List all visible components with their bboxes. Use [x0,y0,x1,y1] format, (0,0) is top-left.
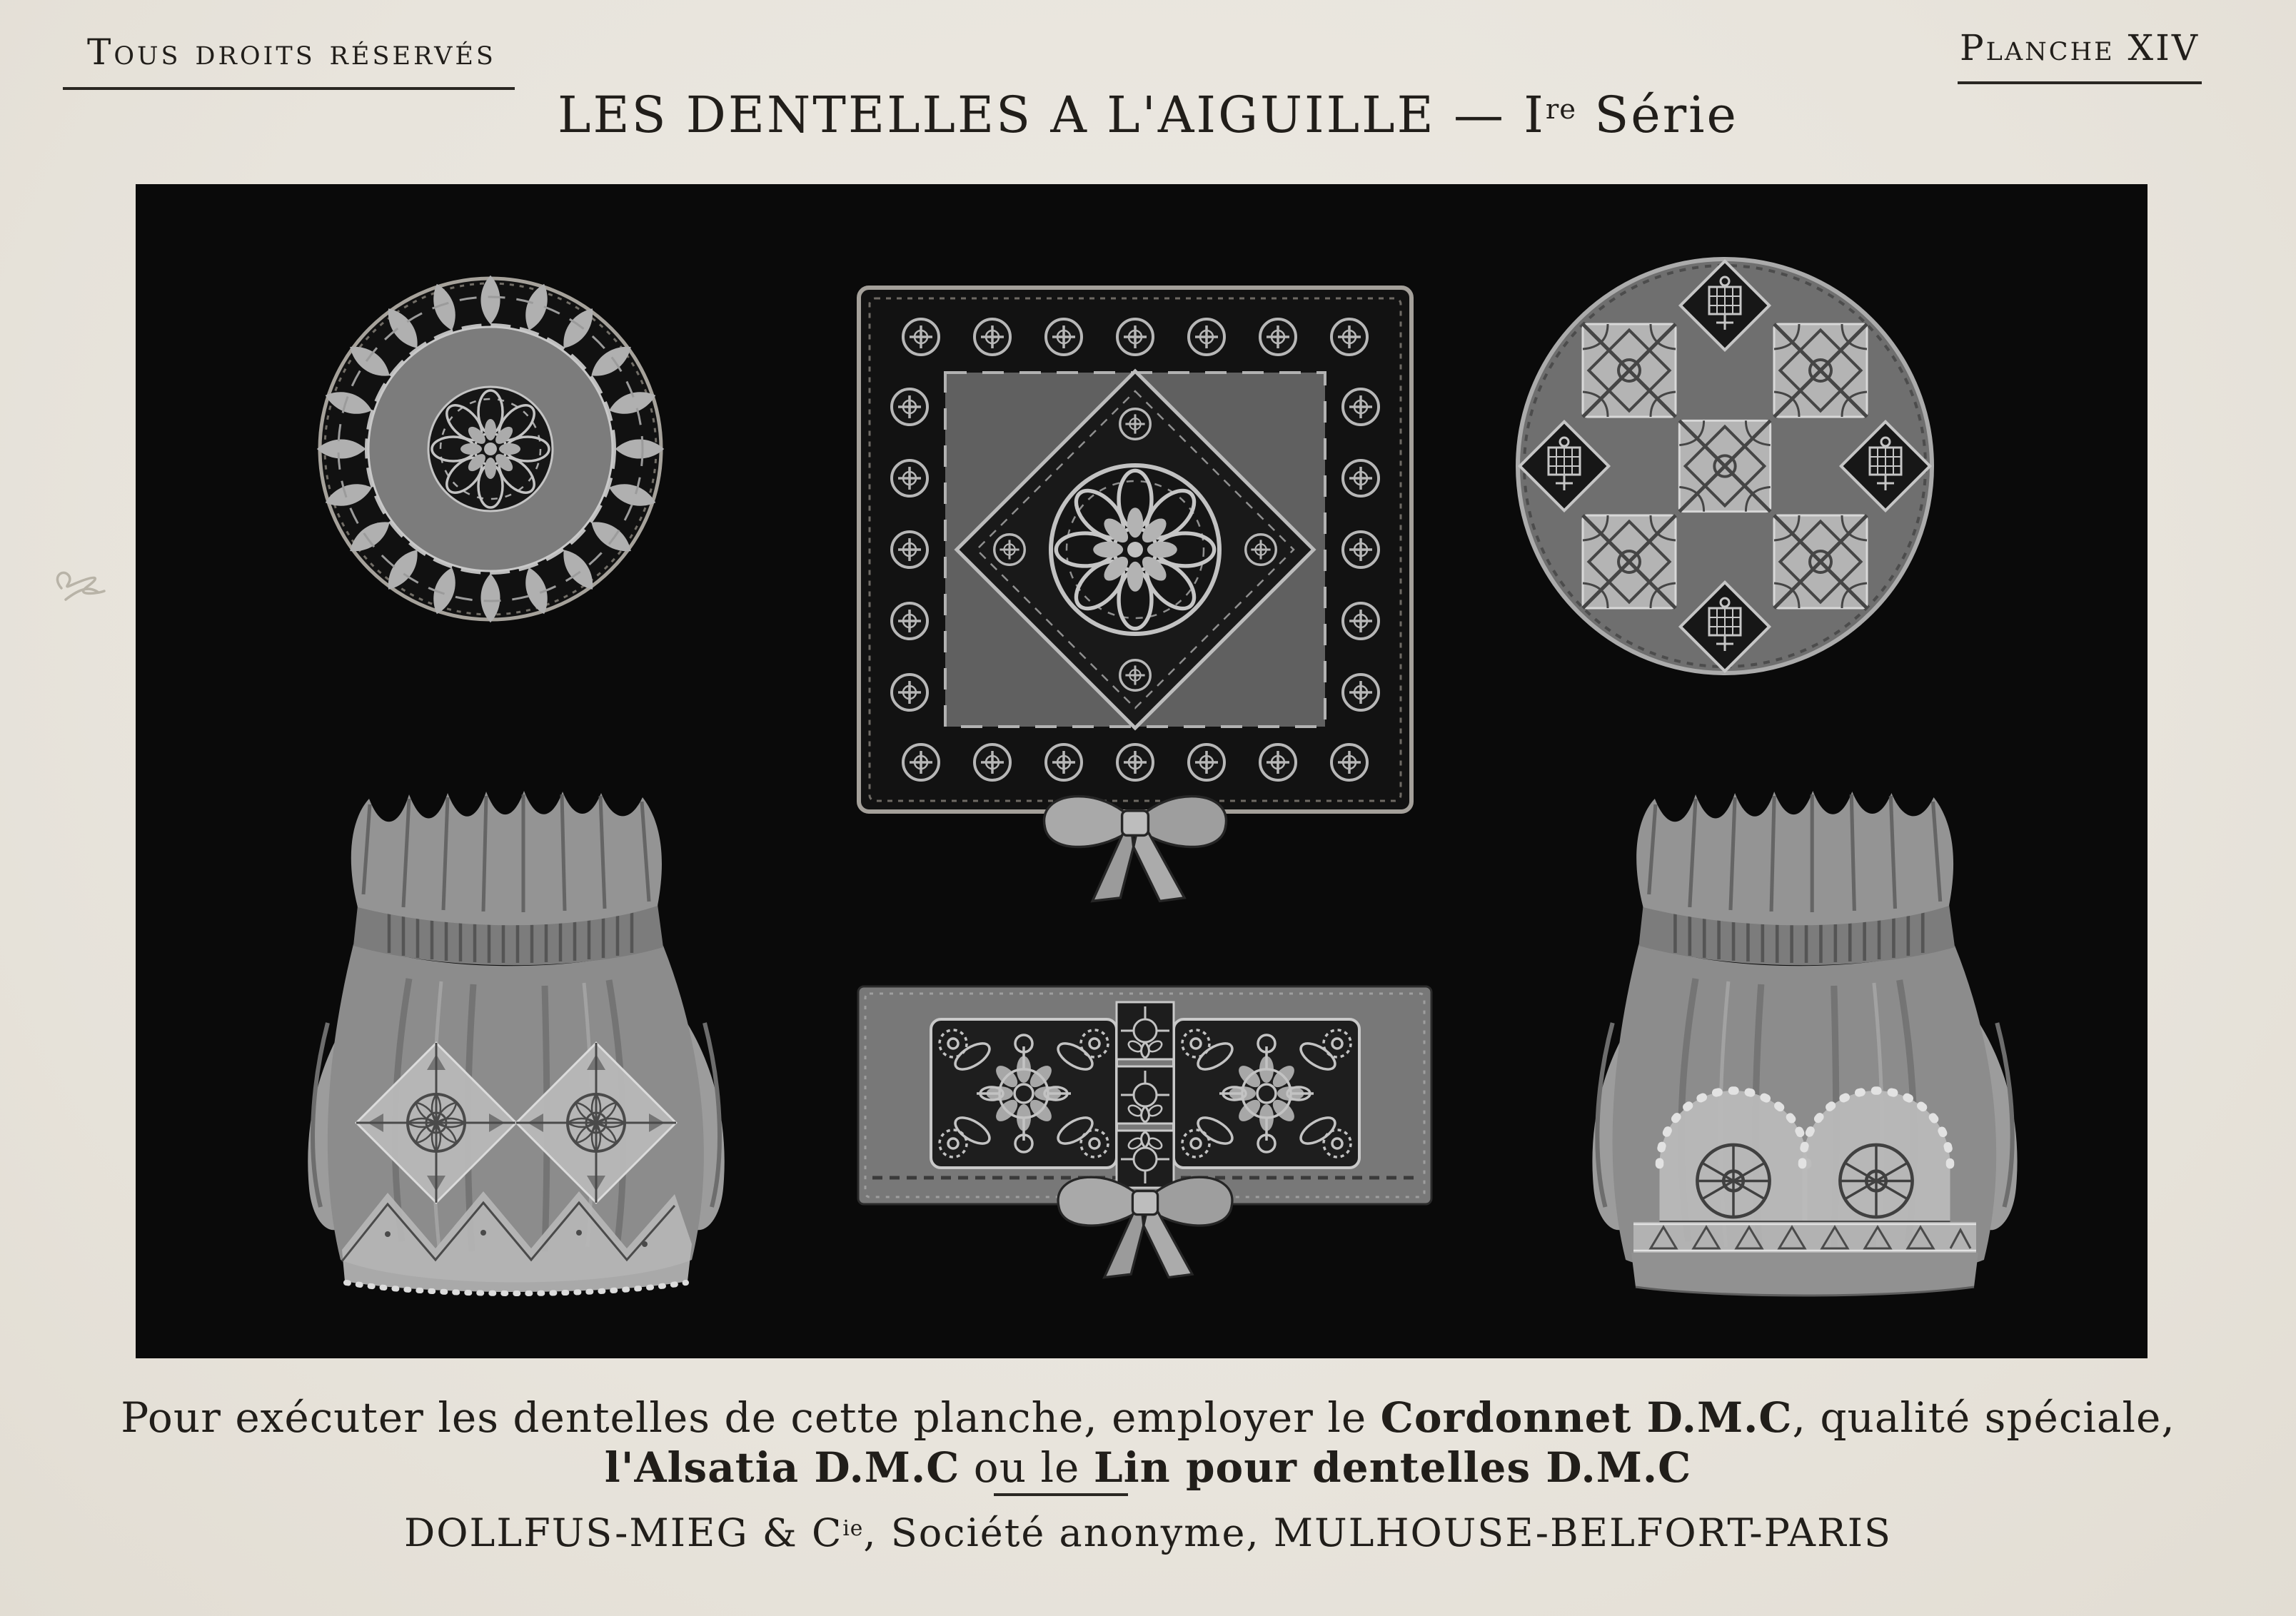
ribbon-bow [1044,797,1227,902]
caption-line-1 [0,1393,2296,1442]
publisher-name: DOLLFUS-MIEG & C [403,1510,843,1555]
photo-plate [136,184,2148,1358]
drawstring-bag-right [1592,791,2017,1296]
title-main: LES DENTELLES A L'AIGUILLE — I [558,86,1546,144]
pencil-mark [37,551,130,630]
publisher-line [0,1510,2296,1555]
caption-1-lead: Pour exécuter les dentelles de cette planche, employer le [121,1393,1381,1442]
plate-illustration [136,184,2148,1358]
caption-2-product-a: l'Alsatia D.M.C [604,1443,960,1492]
publisher-superscript: ie [842,1516,864,1542]
plate-number: Planche XIV [1958,27,2202,84]
square-sachet [859,288,1411,901]
title-superscript: re [1545,93,1577,126]
caption-2-product-b: Lin pour dentelles D.M.C [1093,1443,1692,1492]
drawstring-bag-left [308,791,725,1293]
round-checker-mat [1518,259,1932,673]
caption-line-2 [0,1443,2296,1492]
round-doily [317,276,664,622]
publisher-tail: , Société anonyme, MULHOUSE-BELFORT-PARIS [863,1510,1893,1555]
caption-1-product: Cordonnet D.M.C [1380,1393,1793,1442]
caption-1-tail: , qualité spéciale, [1792,1393,2175,1442]
ribbon-bow [1058,1177,1232,1277]
caption-2-middle: ou le [960,1443,1094,1492]
title-tail: Série [1576,86,1738,144]
caption-divider [994,1493,1128,1496]
rights-notice: Tous droits réservés [63,31,515,90]
lace-case [858,986,1431,1278]
page-title [0,86,2296,144]
